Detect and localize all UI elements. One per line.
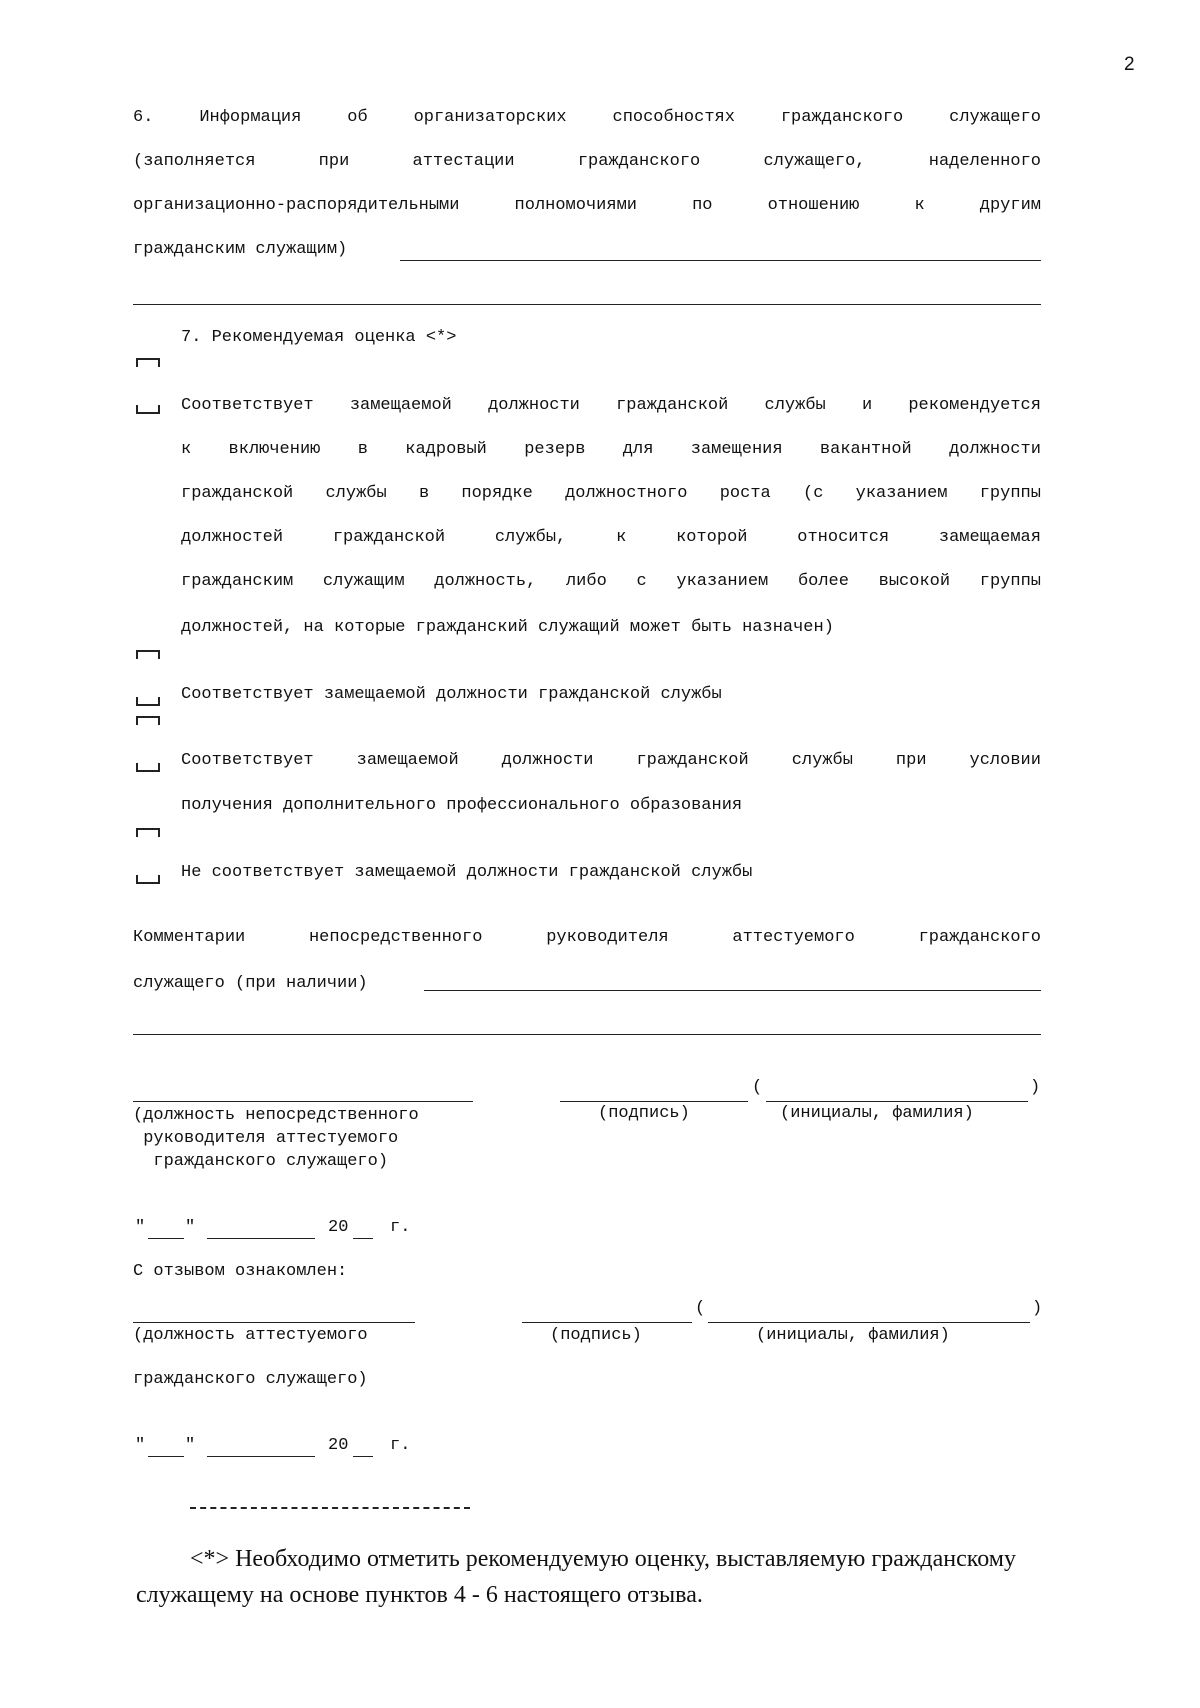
acquainted-date-month-fill[interactable] bbox=[207, 1456, 315, 1457]
word: служащего bbox=[949, 108, 1041, 127]
option-3-line-1 bbox=[181, 751, 1041, 770]
date-year-suffix: г. bbox=[390, 1218, 411, 1237]
signature-fill-line[interactable] bbox=[560, 1101, 748, 1102]
option-1-checkbox[interactable] bbox=[136, 358, 162, 414]
word: порядке bbox=[461, 484, 533, 503]
word: службы, bbox=[494, 528, 567, 547]
section6-last-line: гражданским служащим) bbox=[133, 240, 348, 259]
word: группы bbox=[979, 572, 1041, 591]
option-2-text: Соответствует замещаемой должности гражданской службы bbox=[181, 685, 722, 704]
word: Комментарии bbox=[133, 928, 246, 947]
option-1-line-1 bbox=[181, 396, 1041, 415]
word: вакантной bbox=[819, 440, 912, 459]
word: другим bbox=[979, 196, 1041, 215]
word: при bbox=[895, 751, 927, 770]
word: группы bbox=[979, 484, 1041, 503]
word: условии bbox=[969, 751, 1041, 770]
word: Соответствует bbox=[181, 396, 314, 415]
word: Информация bbox=[199, 108, 302, 127]
word: об bbox=[347, 108, 368, 127]
word: резерв bbox=[524, 440, 586, 459]
word: полномочиями bbox=[514, 196, 637, 215]
section6-line-3 bbox=[133, 196, 1041, 215]
option-1-line-2 bbox=[181, 440, 1041, 459]
word: способностях bbox=[612, 108, 735, 127]
acquainted-name-fill-line[interactable] bbox=[708, 1322, 1030, 1323]
word: указанием bbox=[855, 484, 948, 503]
position-fill-line[interactable] bbox=[133, 1101, 473, 1102]
word: и bbox=[861, 396, 873, 415]
word: замещаемой bbox=[349, 396, 452, 415]
word: которой bbox=[676, 528, 748, 547]
name-fill-line[interactable] bbox=[766, 1101, 1028, 1102]
section6-line-1 bbox=[133, 108, 1041, 127]
acquainted-date-quote-open: " bbox=[135, 1436, 146, 1455]
word: замещения bbox=[690, 440, 783, 459]
word: кадровый bbox=[405, 440, 487, 459]
comments-fill-line-1[interactable] bbox=[424, 990, 1041, 991]
word: должности bbox=[488, 396, 580, 415]
word: замещаемой bbox=[356, 751, 459, 770]
word: (с bbox=[803, 484, 824, 503]
word: рекомендуется bbox=[908, 396, 1041, 415]
word: гражданской bbox=[181, 484, 294, 503]
word: аттестуемого bbox=[732, 928, 855, 947]
word: служащим bbox=[322, 572, 405, 591]
word: служащего, bbox=[763, 152, 866, 171]
open-paren: ( bbox=[752, 1078, 763, 1097]
option-1-line-5 bbox=[181, 572, 1041, 591]
word: с bbox=[636, 572, 647, 591]
word: должность, bbox=[434, 572, 537, 591]
word: к bbox=[914, 196, 925, 215]
acquainted-date-year-suffix: г. bbox=[390, 1436, 411, 1455]
word: гражданского bbox=[918, 928, 1041, 947]
signature-caption: (подпись) bbox=[598, 1104, 690, 1123]
acquainted-name-caption: (инициалы, фамилия) bbox=[756, 1326, 950, 1345]
word: организационно-распорядительными bbox=[133, 196, 460, 215]
acquainted-position-caption-1: (должность аттестуемого bbox=[133, 1326, 368, 1345]
date-year-prefix: 20 bbox=[328, 1218, 349, 1237]
section6-fill-line-1[interactable] bbox=[400, 260, 1041, 261]
acquainted-close-paren: ) bbox=[1032, 1299, 1043, 1318]
word: гражданского bbox=[577, 152, 701, 171]
date-day-fill[interactable] bbox=[148, 1238, 184, 1239]
word: в bbox=[357, 440, 368, 459]
acquainted-position-caption-2: гражданского служащего) bbox=[133, 1370, 368, 1389]
section6-fill-line-2[interactable] bbox=[133, 304, 1041, 305]
comments-fill-line-2[interactable] bbox=[133, 1034, 1041, 1035]
word: Соответствует bbox=[181, 751, 314, 770]
date-quote-close: " bbox=[185, 1218, 196, 1237]
option-3-line-2: получения дополнительного профессионального образования bbox=[181, 796, 743, 815]
word: замещаемая bbox=[938, 528, 1041, 547]
word: гражданской bbox=[636, 751, 749, 770]
footnote-line-2: служащему на основе пунктов 4 - 6 настоящего отзыва. bbox=[136, 1582, 703, 1608]
option-3-checkbox[interactable] bbox=[136, 716, 162, 772]
word: отношению bbox=[767, 196, 860, 215]
comments-line-2: служащего (при наличии) bbox=[133, 974, 368, 993]
word: высокой bbox=[878, 572, 951, 591]
word: указанием bbox=[676, 572, 769, 591]
option-4-checkbox[interactable] bbox=[136, 828, 162, 884]
word: по bbox=[692, 196, 713, 215]
name-caption: (инициалы, фамилия) bbox=[780, 1104, 974, 1123]
word: наделенного bbox=[928, 152, 1041, 171]
word: к bbox=[616, 528, 627, 547]
word: либо bbox=[565, 572, 607, 591]
option-1-line-4 bbox=[181, 528, 1041, 547]
word: гражданского bbox=[780, 108, 904, 127]
section6-line-2 bbox=[133, 152, 1041, 171]
word: относится bbox=[797, 528, 890, 547]
word: гражданской bbox=[616, 396, 729, 415]
word: (заполняется bbox=[133, 152, 256, 171]
acquainted-label: С отзывом ознакомлен: bbox=[133, 1262, 348, 1281]
option-1-line-3 bbox=[181, 484, 1041, 503]
position-caption: (должность непосредственного руководителя аттестуемого гражданского служащего) bbox=[133, 1106, 419, 1171]
close-paren: ) bbox=[1030, 1078, 1041, 1097]
section7-title: 7. Рекомендуемая оценка <*> bbox=[181, 328, 457, 347]
word: 6. bbox=[133, 108, 154, 127]
word: в bbox=[418, 484, 430, 503]
word: при bbox=[318, 152, 350, 171]
word: руководителя bbox=[546, 928, 669, 947]
word: роста bbox=[719, 484, 771, 503]
acquainted-signature-caption: (подпись) bbox=[550, 1326, 642, 1345]
word: должностного bbox=[565, 484, 688, 503]
date-quote-open: " bbox=[135, 1218, 146, 1237]
option-2-checkbox[interactable] bbox=[136, 650, 162, 706]
acquainted-date-year-prefix: 20 bbox=[328, 1436, 349, 1455]
acquainted-date-year-fill[interactable] bbox=[353, 1456, 373, 1457]
comments-line-1 bbox=[133, 928, 1041, 947]
word: службы bbox=[325, 484, 387, 503]
acquainted-position-fill-line[interactable] bbox=[133, 1322, 415, 1323]
word: включению bbox=[228, 440, 321, 459]
word: организаторских bbox=[413, 108, 567, 127]
word: должности bbox=[501, 751, 594, 770]
word: более bbox=[797, 572, 849, 591]
word: гражданской bbox=[332, 528, 446, 547]
word: должностей bbox=[181, 528, 284, 547]
acquainted-signature-fill-line[interactable] bbox=[522, 1322, 692, 1323]
word: для bbox=[622, 440, 654, 459]
footnote-separator bbox=[190, 1507, 470, 1509]
word: аттестации bbox=[412, 152, 515, 171]
date-month-fill[interactable] bbox=[207, 1238, 315, 1239]
acquainted-date-day-fill[interactable] bbox=[148, 1456, 184, 1457]
acquainted-date-quote-close: " bbox=[185, 1436, 196, 1455]
word: службы bbox=[791, 751, 853, 770]
word: к bbox=[181, 440, 192, 459]
word: непосредственного bbox=[308, 928, 483, 947]
option-4-text: Не соответствует замещаемой должности гражданской службы bbox=[181, 863, 753, 882]
word: службы bbox=[764, 396, 826, 415]
acquainted-open-paren: ( bbox=[695, 1299, 706, 1318]
word: должности bbox=[949, 440, 1041, 459]
date-year-fill[interactable] bbox=[353, 1238, 373, 1239]
word: гражданским bbox=[181, 572, 294, 591]
page-number: 2 bbox=[1124, 54, 1135, 75]
option-1-last-line: должностей, на которые гражданский служащий может быть назначен) bbox=[181, 618, 834, 637]
footnote-line-1: <*> Необходимо отметить рекомендуемую оценку, выставляемую гражданскому bbox=[190, 1546, 1016, 1572]
